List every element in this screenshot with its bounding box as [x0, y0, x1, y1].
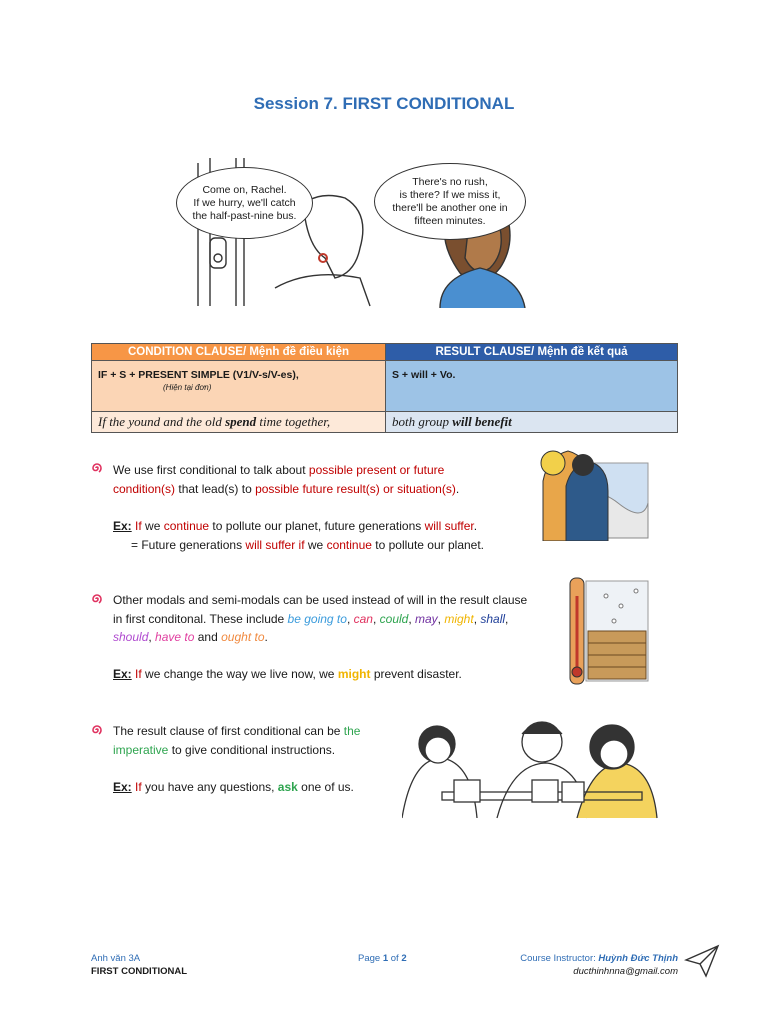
condition-example: If the yound and the old spend time together,: [92, 412, 386, 433]
spiral-bullet-icon: [90, 723, 104, 737]
paper-plane-icon: [684, 944, 720, 978]
result-header: RESULT CLAUSE/ Mệnh đề kết quả: [386, 344, 678, 361]
footer-page-number: Page 1 of 2: [358, 953, 407, 964]
formula-note: (Hiện tại đơn): [163, 383, 212, 392]
spiral-bullet-icon: [90, 461, 104, 475]
section-usage: We use first conditional to talk about possible present or future condition(s) that lead(s) to possible future result(s) or situation(s).: [113, 463, 460, 496]
pollution-illustration: [538, 443, 650, 541]
footer-instructor: Course Instructor: Huỳnh Đức Thịnh ducthinhnna@gmail.com: [520, 953, 678, 977]
section-modals-example: Ex: If we change the way we live now, we might prevent disaster.: [113, 667, 462, 681]
condition-formula: IF + S + PRESENT SIMPLE (V1/V-s/V-es), (Hiện tại đơn): [92, 361, 386, 412]
thermometer-illustration: [566, 576, 650, 686]
grammar-table: [91, 343, 678, 433]
people-talking-illustration: [402, 712, 660, 820]
footer-left: Anh văn 3A FIRST CONDITIONAL: [91, 953, 188, 977]
section-modals: Other modals and semi-modals can be used instead of will in the result clause in first conditonal. These include be going to, can, could, may, might, shall, should, have to and ought to.: [113, 593, 528, 644]
condition-header: CONDITION CLAUSE/ Mệnh đề điều kiện: [92, 344, 386, 361]
speech-bubble-right: There's no rush, is there? If we miss it, there'll be another one in fifteen minutes.: [374, 163, 526, 240]
section-usage-example: Ex: If we continue to pollute our planet, future generations will suffer. = Future generations will suffer if we continue to pollute our planet.: [113, 519, 485, 552]
page-title: Session 7. FIRST CONDITIONAL: [253, 94, 515, 113]
result-formula: S + will + Vo.: [386, 361, 678, 412]
section-imperative-example: Ex: If you have any questions, ask one of us.: [113, 780, 354, 794]
result-example: both group will benefit: [386, 412, 678, 433]
spiral-bullet-icon: [90, 592, 104, 606]
section-imperative: The result clause of first conditional can be the imperative to give conditional instructions.: [113, 724, 361, 757]
speech-bubble-left: Come on, Rachel. If we hurry, we'll catch the half-past-nine bus.: [176, 167, 313, 239]
